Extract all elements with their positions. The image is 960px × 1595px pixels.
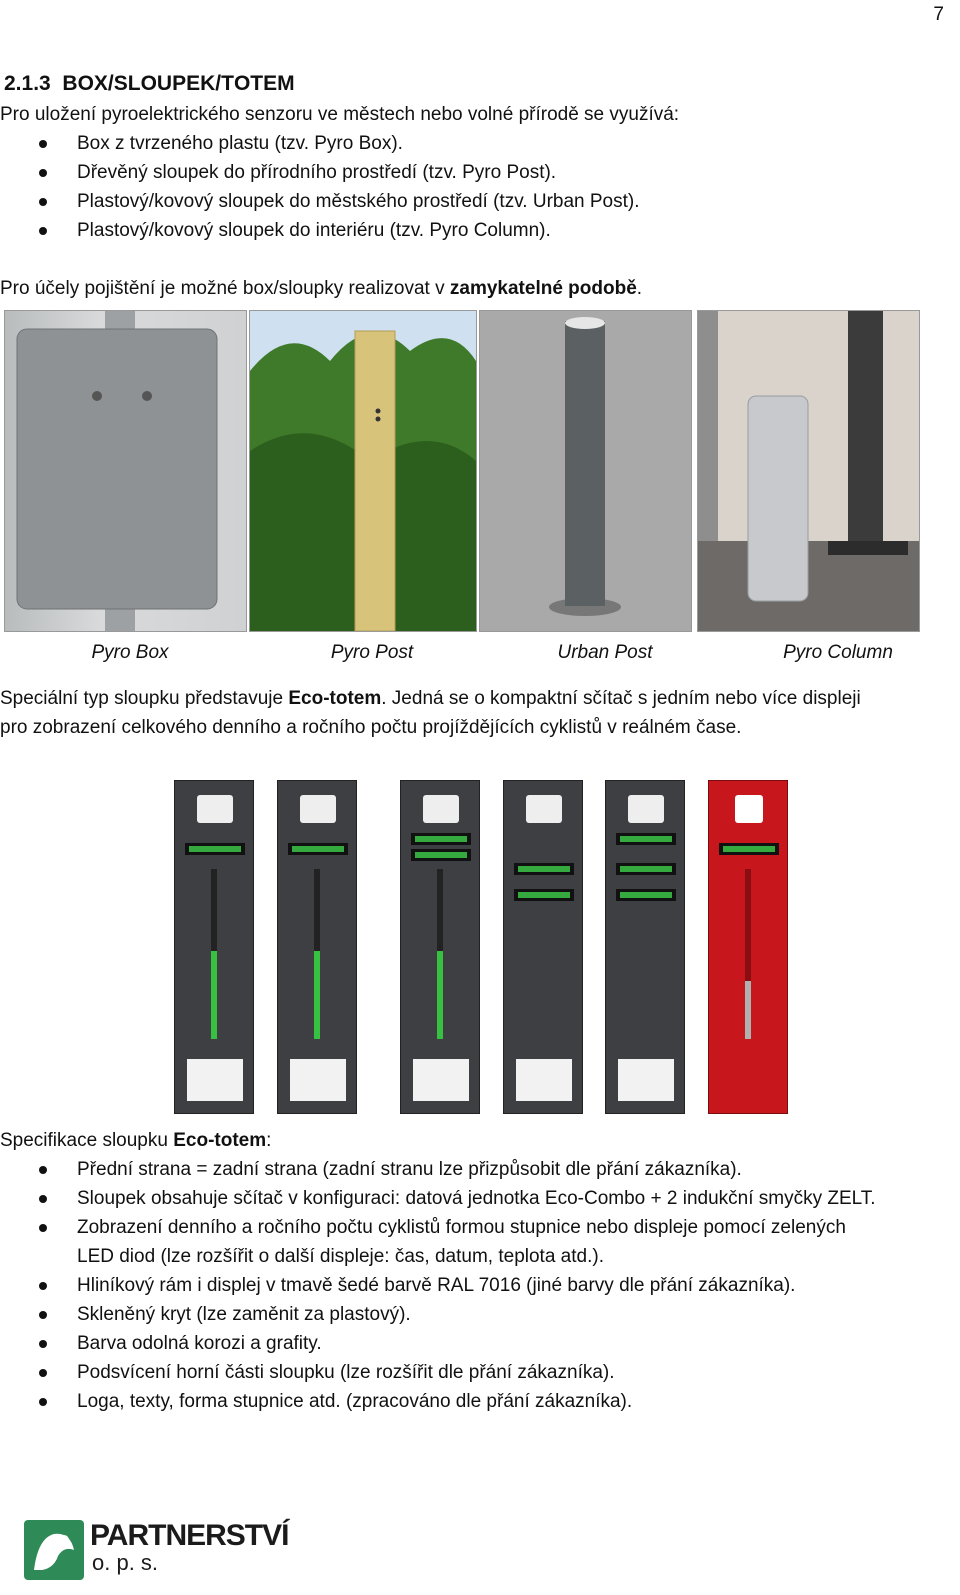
list-item: Plastový/kovový sloupek do městského prostředí (tzv. Urban Post). bbox=[0, 187, 640, 216]
page-number: 7 bbox=[933, 4, 944, 25]
pyro-box-photo bbox=[4, 310, 247, 632]
list-item: Podsvícení horní části sloupku (lze rozšířit dle přání zákazníka). bbox=[0, 1358, 876, 1387]
eco-totem-5 bbox=[605, 780, 685, 1114]
list-item: Box z tvrzeného plastu (tzv. Pyro Box). bbox=[0, 129, 640, 158]
spec-list bbox=[0, 1155, 876, 1416]
caption-pyro-post: Pyro Post bbox=[330, 642, 414, 663]
list-item: Hliníkový rám i displej v tmavě šedé barvě RAL 7016 (jiné barvy dle přání zákazníka). bbox=[0, 1271, 876, 1300]
eco-totem-4 bbox=[503, 780, 583, 1114]
list-item: Sloupek obsahuje sčítač v konfiguraci: datová jednotka Eco-Combo + 2 indukční smyčky ZELT. bbox=[0, 1184, 876, 1213]
list-item: Plastový/kovový sloupek do interiéru (tzv. Pyro Column). bbox=[0, 216, 640, 245]
caption-urban-post: Urban Post bbox=[557, 642, 653, 663]
eco-totem-3 bbox=[400, 780, 480, 1114]
list-item: Barva odolná korozi a grafity. bbox=[0, 1329, 876, 1358]
list-item: Loga, texty, forma stupnice atd. (zpracováno dle přání zákazníka). bbox=[0, 1387, 876, 1416]
ecototem-paragraph: Speciální typ sloupku představuje Eco-totem. Jedná se o kompaktní sčítač s jedním nebo více displeji pro zobrazení celkového denního a ročního počtu projíždějících cyklistů v reálném čase. bbox=[0, 688, 861, 738]
caption-pyro-box: Pyro Box bbox=[91, 642, 169, 663]
pyro-post-photo bbox=[249, 310, 477, 632]
eco-totem-red bbox=[708, 780, 788, 1114]
intro-text: Pro uložení pyroelektrického senzoru ve městech nebo volné přírodě se využívá: bbox=[0, 104, 680, 125]
list-item: Zobrazení denního a ročního počtu cyklistů formou stupnice nebo displeje pomocí zelených bbox=[0, 1213, 876, 1242]
urban-post-photo bbox=[479, 310, 692, 632]
types-list bbox=[0, 129, 640, 245]
list-item: Přední strana = zadní strana (zadní stranu lze přizpůsobit dle přání zákazníka). bbox=[0, 1155, 876, 1184]
logo-text: PARTNERSTVÍ bbox=[90, 1519, 289, 1552]
list-item-continuation: LED diod (lze rozšířit o další displeje: čas, datum, teplota atd.). bbox=[77, 1246, 604, 1267]
caption-pyro-column: Pyro Column bbox=[783, 642, 893, 663]
spec-heading: Specifikace sloupku Eco-totem: bbox=[0, 1130, 272, 1151]
eco-totem-2 bbox=[277, 780, 357, 1114]
list-item: Dřevěný sloupek do přírodního prostředí (tzv. Pyro Post). bbox=[0, 158, 640, 187]
logo-subtext: o. p. s. bbox=[92, 1550, 159, 1575]
pyro-column-photo bbox=[697, 310, 920, 632]
eco-totem-1 bbox=[174, 780, 254, 1114]
section-heading: 2.1.3 BOX/SLOUPEK/TOTEM bbox=[4, 72, 295, 95]
list-item: Skleněný kryt (lze zaměnit za plastový). bbox=[0, 1300, 876, 1329]
partnerstvi-logo bbox=[24, 1519, 289, 1585]
insurance-text: Pro účely pojištění je možné box/sloupky realizovat v zamykatelné podobě. bbox=[0, 278, 643, 299]
